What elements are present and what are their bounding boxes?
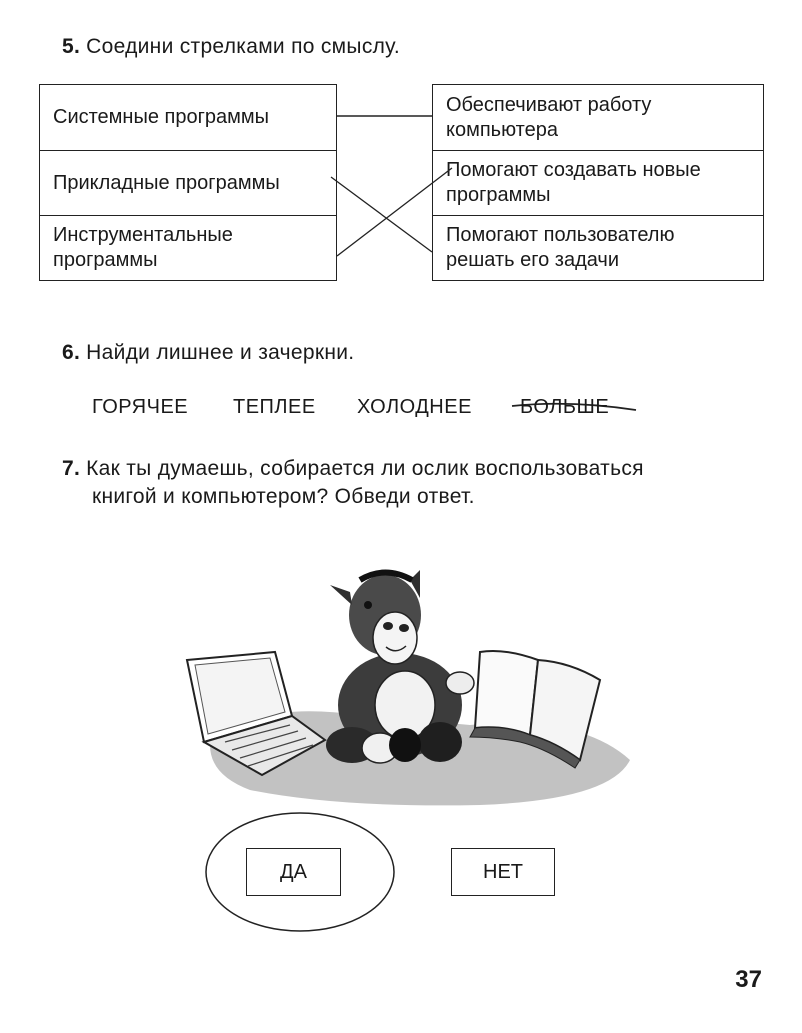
right-item-help-user[interactable]: Помогают пользователю решать его задачи (432, 215, 764, 281)
left-item-application-programs[interactable]: Прикладные программы (39, 150, 337, 216)
donkey-illustration (187, 570, 630, 805)
word-hotter[interactable]: ГОРЯЧЕЕ (92, 396, 189, 418)
word-warmer[interactable]: ТЕПЛЕЕ (233, 396, 316, 418)
task-5-number: 5. (62, 35, 81, 58)
book-left-page (475, 651, 538, 735)
answer-yes-box[interactable]: ДА (246, 848, 341, 896)
word-colder[interactable]: ХОЛОДНЕЕ (357, 396, 472, 418)
answer-no-box[interactable]: НЕТ (451, 848, 555, 896)
task-6-text: Найди лишнее и зачеркни. (86, 341, 355, 364)
page-number: 37 (735, 966, 762, 993)
left-item-system-programs[interactable]: Системные программы (39, 84, 337, 151)
task-7-number: 7. (62, 457, 81, 480)
task-7-title (62, 456, 766, 482)
right-item-create-programs[interactable]: Помогают создавать новые программы (432, 150, 764, 216)
word-bigger-struck[interactable]: БОЛЬШЕ (520, 396, 610, 418)
right-item-ensure-work[interactable]: Обеспечивают работу компьютера (432, 84, 764, 151)
task-7-text-line2: книгой и компьютером? Обведи ответ. (92, 485, 475, 508)
task-7-text-line1: Как ты думаешь, собирается ли ослик воспользоваться (86, 457, 644, 480)
connector-tool-to-create (337, 168, 452, 256)
task-5-text: Соедини стрелками по смыслу. (86, 35, 400, 58)
left-item-tool-programs[interactable]: Инструментальные программы (39, 215, 337, 281)
donkey-muzzle (373, 612, 417, 664)
task-6-number: 6. (62, 341, 81, 364)
connector-application-to-help (331, 177, 432, 252)
task-6-title (62, 340, 354, 366)
